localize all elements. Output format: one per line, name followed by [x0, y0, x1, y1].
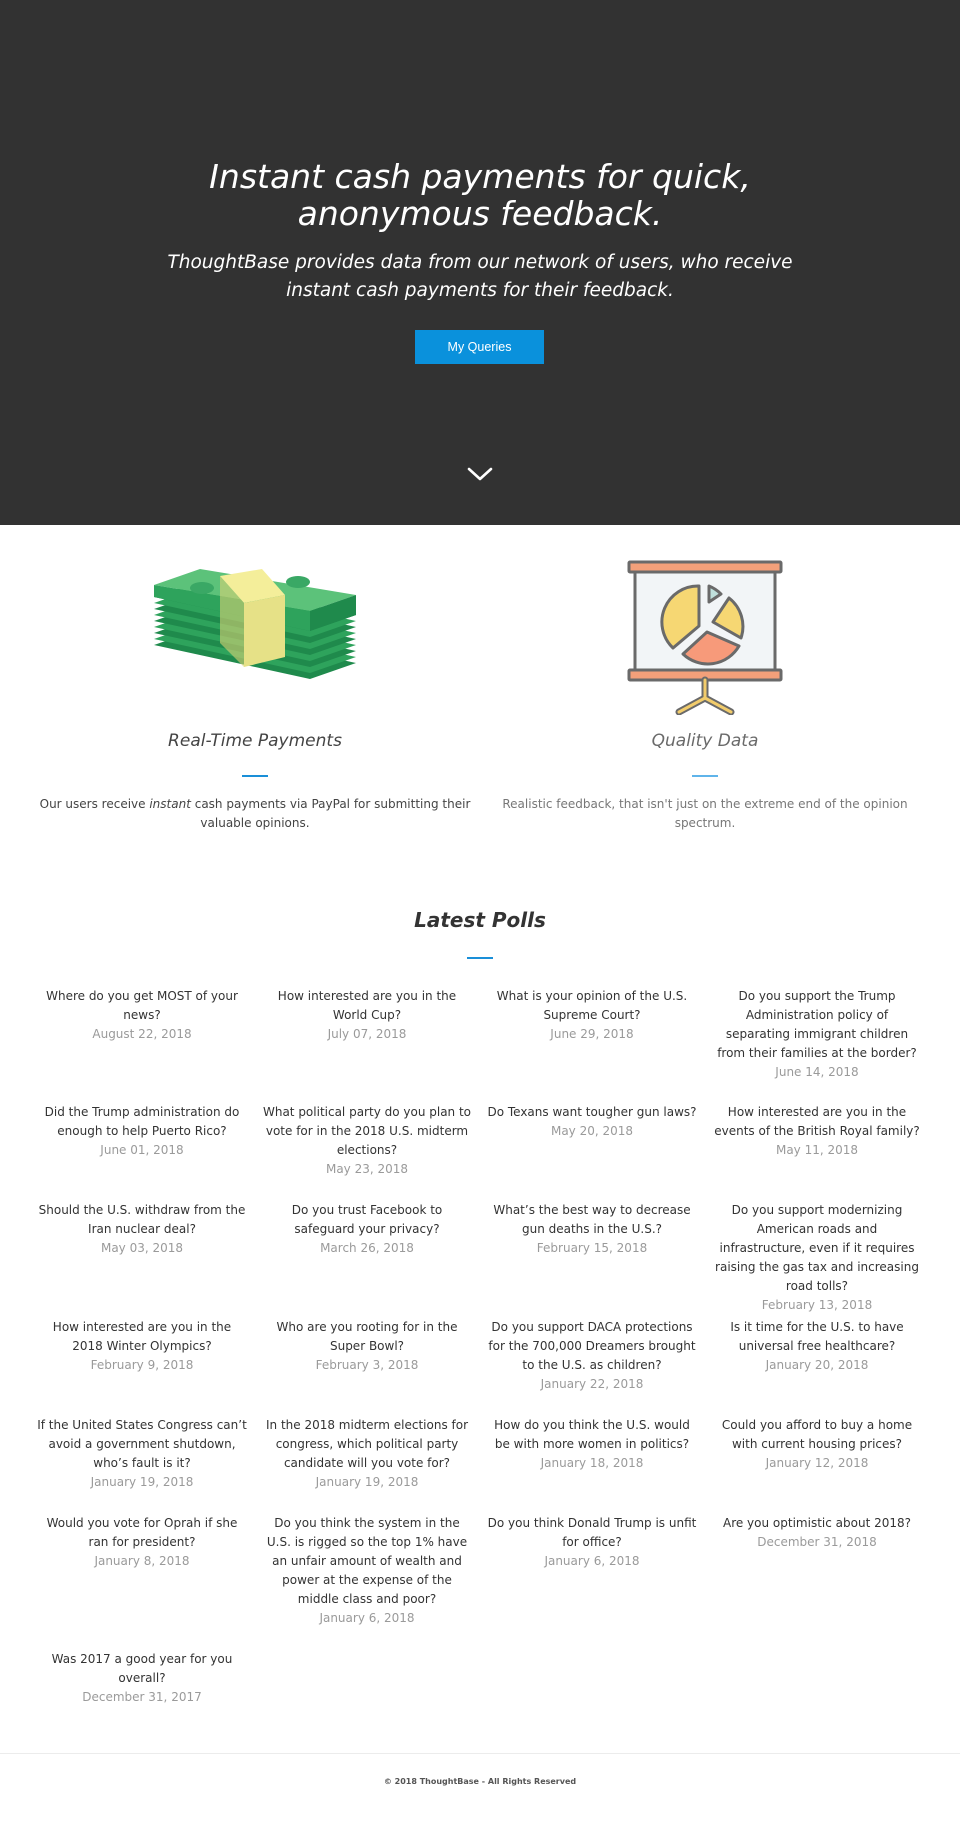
poll-item[interactable] — [712, 1416, 922, 1473]
poll-question[interactable]: How interested are you in the 2018 Winter Olympics? — [52, 1320, 232, 1353]
poll-item[interactable] — [37, 1318, 247, 1375]
footer-divider — [0, 1753, 960, 1754]
hero-title — [0, 158, 960, 232]
poll-item[interactable] — [487, 1201, 697, 1258]
poll-date: May 11, 2018 — [775, 1143, 859, 1157]
poll-item[interactable] — [262, 987, 472, 1044]
poll-question[interactable]: Would you vote for Oprah if she ran for president? — [46, 1516, 238, 1549]
poll-question[interactable]: How interested are you in the World Cup? — [277, 989, 457, 1022]
poll-item[interactable] — [262, 1103, 472, 1179]
poll-date: June 29, 2018 — [550, 1027, 634, 1041]
poll-question[interactable]: Did the Trump administration do enough to help Puerto Rico? — [44, 1105, 240, 1138]
poll-date: December 31, 2018 — [757, 1535, 877, 1549]
poll-item[interactable] — [712, 987, 922, 1082]
poll-question[interactable]: What’s the best way to decrease gun deaths in the U.S.? — [493, 1203, 691, 1236]
cash-stack-icon — [150, 555, 360, 685]
poll-question[interactable]: Do you support modernizing American roads and infrastructure, even if it requires raising the gas tax and increasing road tolls? — [715, 1203, 919, 1293]
poll-date: August 22, 2018 — [92, 1027, 192, 1041]
poll-item[interactable] — [487, 1416, 697, 1473]
poll-item[interactable] — [487, 987, 697, 1044]
poll-date: January 12, 2018 — [765, 1456, 869, 1470]
poll-question[interactable]: Do you support the Trump Administration policy of separating immigrant children from their families at the border? — [717, 989, 917, 1060]
poll-question[interactable]: Where do you get MOST of your news? — [46, 989, 238, 1022]
pie-chart-presentation-icon — [627, 560, 783, 715]
poll-date: March 26, 2018 — [320, 1241, 414, 1255]
poll-date: February 13, 2018 — [761, 1298, 873, 1312]
hero-subtitle — [160, 249, 800, 305]
poll-question[interactable]: Could you afford to buy a home with current housing prices? — [721, 1418, 913, 1451]
poll-item[interactable] — [712, 1318, 922, 1375]
poll-item[interactable] — [262, 1416, 472, 1492]
hero-subtitle-line2: instant cash payments for their feedback. — [286, 280, 674, 301]
poll-question[interactable]: How interested are you in the events of the British Royal family? — [714, 1105, 920, 1138]
poll-question[interactable]: If the United States Congress can’t avoid a government shutdown, who’s fault is it? — [37, 1418, 247, 1470]
poll-item[interactable] — [262, 1318, 472, 1375]
feature-text-emphasis: instant — [149, 797, 191, 811]
poll-item[interactable] — [37, 1514, 247, 1571]
poll-item[interactable] — [487, 1318, 697, 1394]
poll-question[interactable]: In the 2018 midterm elections for congress, which political party candidate will you vote for? — [265, 1418, 469, 1470]
poll-question[interactable]: Do you trust Facebook to safeguard your privacy? — [291, 1203, 443, 1236]
poll-item[interactable] — [487, 1103, 697, 1141]
poll-question[interactable]: Who are you rooting for in the Super Bowl? — [276, 1320, 458, 1353]
poll-date: May 20, 2018 — [550, 1124, 634, 1138]
feature-title: Real-Time Payments — [168, 731, 342, 751]
poll-question[interactable]: How do you think the U.S. would be with more women in politics? — [494, 1418, 690, 1451]
poll-date: January 6, 2018 — [319, 1611, 415, 1625]
poll-item[interactable] — [37, 987, 247, 1044]
poll-question[interactable]: What is your opinion of the U.S. Supreme Court? — [496, 989, 688, 1022]
title-underline — [692, 775, 718, 777]
hero-section — [0, 0, 960, 525]
feature-description: Realistic feedback, that isn't just on the extreme end of the opinion spectrum. — [502, 797, 908, 830]
hero-title-line2: anonymous feedback. — [297, 194, 663, 233]
poll-item[interactable] — [712, 1103, 922, 1160]
poll-question[interactable]: Do you support DACA protections for the 700,000 Dreamers brought to the U.S. as children? — [488, 1320, 696, 1372]
poll-question[interactable]: Are you optimistic about 2018? — [722, 1516, 911, 1530]
poll-date: June 01, 2018 — [100, 1143, 184, 1157]
feature-description — [35, 795, 475, 833]
chevron-down-icon[interactable] — [466, 464, 494, 484]
poll-date: May 03, 2018 — [100, 1241, 184, 1255]
poll-date: January 18, 2018 — [540, 1456, 644, 1470]
poll-item[interactable] — [262, 1514, 472, 1628]
title-underline — [242, 775, 268, 777]
poll-question[interactable]: Do Texans want tougher gun laws? — [487, 1105, 697, 1119]
poll-date: January 19, 2018 — [315, 1475, 419, 1489]
poll-item[interactable] — [487, 1514, 697, 1571]
poll-date: January 22, 2018 — [540, 1377, 644, 1391]
hero-title-line1: Instant cash payments for quick, — [209, 157, 751, 196]
poll-question[interactable]: Is it time for the U.S. to have universal free healthcare? — [730, 1320, 904, 1353]
hero-subtitle-line1: ThoughtBase provides data from our network of users, who receive — [167, 252, 793, 273]
poll-item[interactable] — [37, 1103, 247, 1160]
poll-item[interactable] — [262, 1201, 472, 1258]
poll-question[interactable]: Do you think Donald Trump is unfit for office? — [487, 1516, 697, 1549]
poll-date: June 14, 2018 — [775, 1065, 859, 1079]
poll-date: February 3, 2018 — [315, 1358, 419, 1372]
poll-item[interactable] — [712, 1201, 922, 1315]
poll-item[interactable] — [712, 1514, 922, 1552]
poll-item[interactable] — [37, 1201, 247, 1258]
poll-date: January 6, 2018 — [544, 1554, 640, 1568]
feature-text-part: Our users receive — [39, 797, 150, 811]
footer-copyright: © 2018 ThoughtBase - All Rights Reserved — [383, 1777, 577, 1786]
poll-date: May 23, 2018 — [325, 1162, 409, 1176]
poll-date: December 31, 2017 — [82, 1690, 202, 1704]
poll-date: January 20, 2018 — [765, 1358, 869, 1372]
poll-question[interactable]: What political party do you plan to vote for in the 2018 U.S. midterm elections? — [262, 1105, 472, 1157]
title-underline — [467, 957, 493, 959]
poll-date: July 07, 2018 — [327, 1027, 407, 1041]
latest-polls-title: Latest Polls — [414, 908, 546, 932]
poll-question[interactable]: Should the U.S. withdraw from the Iran nuclear deal? — [38, 1203, 246, 1236]
feature-title: Quality Data — [651, 731, 759, 751]
my-queries-button[interactable]: My Queries — [415, 330, 544, 364]
poll-item[interactable] — [37, 1416, 247, 1492]
poll-date: January 8, 2018 — [94, 1554, 190, 1568]
poll-item[interactable] — [37, 1650, 247, 1707]
poll-date: February 15, 2018 — [536, 1241, 648, 1255]
feature-text-part: cash payments via PayPal for submitting their valuable opinions. — [190, 797, 471, 830]
poll-question[interactable]: Was 2017 a good year for you overall? — [51, 1652, 233, 1685]
poll-question[interactable]: Do you think the system in the U.S. is rigged so the top 1% have an unfair amount of wealth and power at the expense of the middle class and poor? — [266, 1516, 468, 1606]
poll-date: February 9, 2018 — [90, 1358, 194, 1372]
poll-date: January 19, 2018 — [90, 1475, 194, 1489]
